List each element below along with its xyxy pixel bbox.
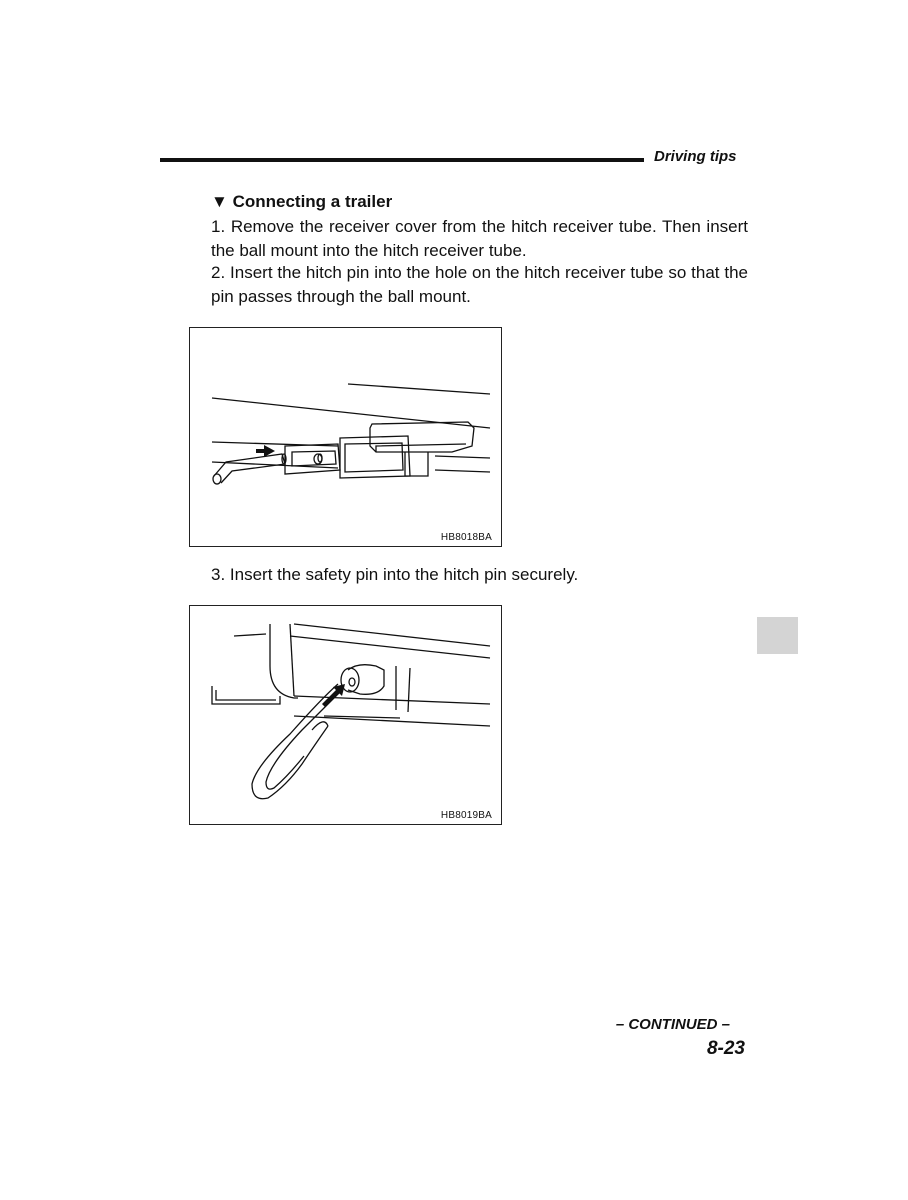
chapter-tab bbox=[757, 617, 798, 654]
page-number: 8-23 bbox=[706, 1038, 745, 1059]
figure-code: HB8018BA bbox=[440, 532, 492, 543]
section-heading bbox=[211, 192, 392, 212]
header-rule bbox=[160, 158, 644, 162]
triangle-marker-icon: ▼ bbox=[211, 192, 228, 211]
figure-ball-mount-insertion bbox=[189, 327, 502, 547]
figure-code: HB8019BA bbox=[440, 810, 492, 821]
figure-safety-pin-insertion bbox=[189, 605, 502, 825]
safety-pin-illustration bbox=[190, 606, 503, 826]
step-2-text: 2. Insert the hitch pin into the hole on the hitch receiver tube so that the pin passes through the ball mount. bbox=[211, 263, 748, 306]
running-header: Driving tips bbox=[654, 148, 737, 165]
continued-label: – CONTINUED – bbox=[615, 1016, 730, 1033]
step-1-text: 1. Remove the receiver cover from the hitch receiver tube. Then insert the ball mount into the hitch receiver tube. bbox=[211, 217, 748, 260]
hitch-receiver-illustration bbox=[190, 328, 503, 548]
step-3-text: 3. Insert the safety pin into the hitch pin securely. bbox=[211, 565, 579, 584]
section-heading-text: Connecting a trailer bbox=[232, 192, 393, 211]
